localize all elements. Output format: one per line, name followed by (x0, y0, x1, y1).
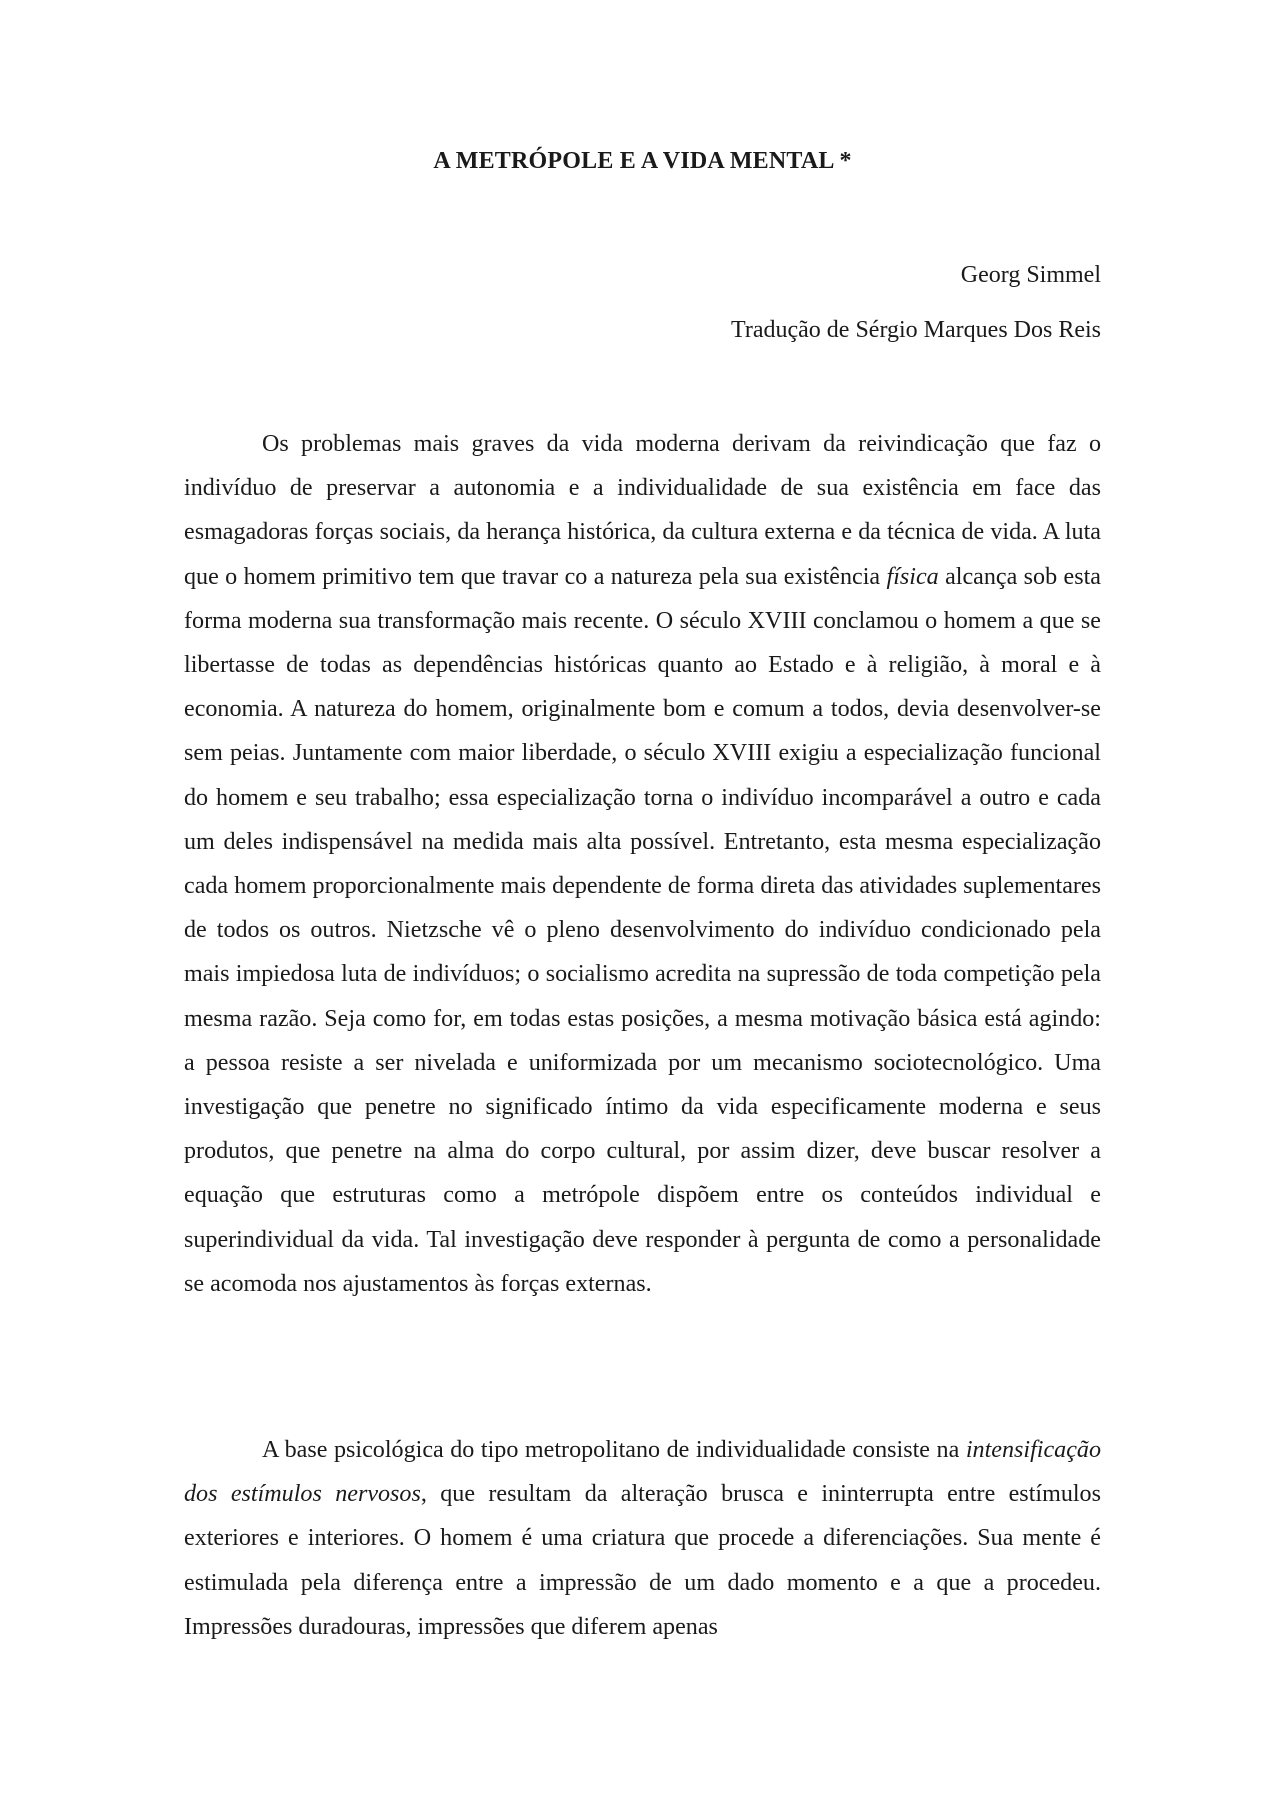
paragraph-2-text-b: , que resultam da alteração brusca e ininterrupta entre estímulos exteriores e interiores. O homem é uma criatura que procede a diferenciações. Sua mente é estimulada pela diferença entre a impressão de um dado momento e a que a procedeu. Impressões duradouras, impressões que diferem apenas (184, 1481, 1101, 1640)
paragraph-2-italic-term: intensificação dos estímulos nervosos (184, 1437, 1101, 1508)
author-name: Georg Simmel (960, 262, 1101, 288)
paragraph-1 (184, 422, 1101, 1306)
paragraph-1-text-b: alcança sob esta forma moderna sua transformação mais recente. O século XVIII conclamou o homem a que se libertasse de todas as dependências históricas quanto ao Estado e à religião, à moral e à economia. A natureza do homem, originalmente bom e comum a todos, devia desenvolver-se sem peias. Juntamente com maior liberdade, o século XVIII exigiu a especialização funcional do homem e seu trabalho; essa especialização torna o indivíduo incomparável a outro e cada um deles indispensável na medida mais alta possível. Entretanto, esta mesma especialização cada homem proporcionalmente mais dependente de forma direta das atividades suplementares de todos os outros. Nietzsche vê o pleno desenvolvimento do indivíduo condicionado pela mais impiedosa luta de indivíduos; o socialismo acredita na supressão de toda competição pela mesma razão. Seja como for, em todas estas posições, a mesma motivação básica está agindo: a pessoa resiste a ser nivelada e uniformizada por um mecanismo sociotecnológico. Uma investigação que penetre no significado íntimo da vida especificamente moderna e seus produtos, que penetre na alma do corpo cultural, por assim dizer, deve buscar resolver a equação que estruturas como a metrópole dispõem entre os conteúdos individual e superindividual da vida. Tal investigação deve responder à pergunta de como a personalidade se acomoda nos ajustamentos às forças externas. (184, 563, 1101, 1297)
paragraph-2 (184, 1428, 1101, 1649)
translator-credit: Tradução de Sérgio Marques Dos Reis (731, 317, 1101, 343)
document-title: A METRÓPOLE E A VIDA MENTAL * (433, 148, 852, 174)
paragraph-2-text-a: A base psicológica do tipo metropolitano de individualidade consiste na (262, 1437, 966, 1463)
paragraph-1-text-a: Os problemas mais graves da vida moderna derivam da reivindicação que faz o indivíduo de preservar a autonomia e a individualidade de sua existência em face das esmagadoras forças sociais, da herança histórica, da cultura externa e da técnica de vida. A luta que o homem primitivo tem que travar co a natureza pela sua existência (184, 431, 1101, 590)
paragraph-1-italic-term: física (886, 563, 939, 590)
